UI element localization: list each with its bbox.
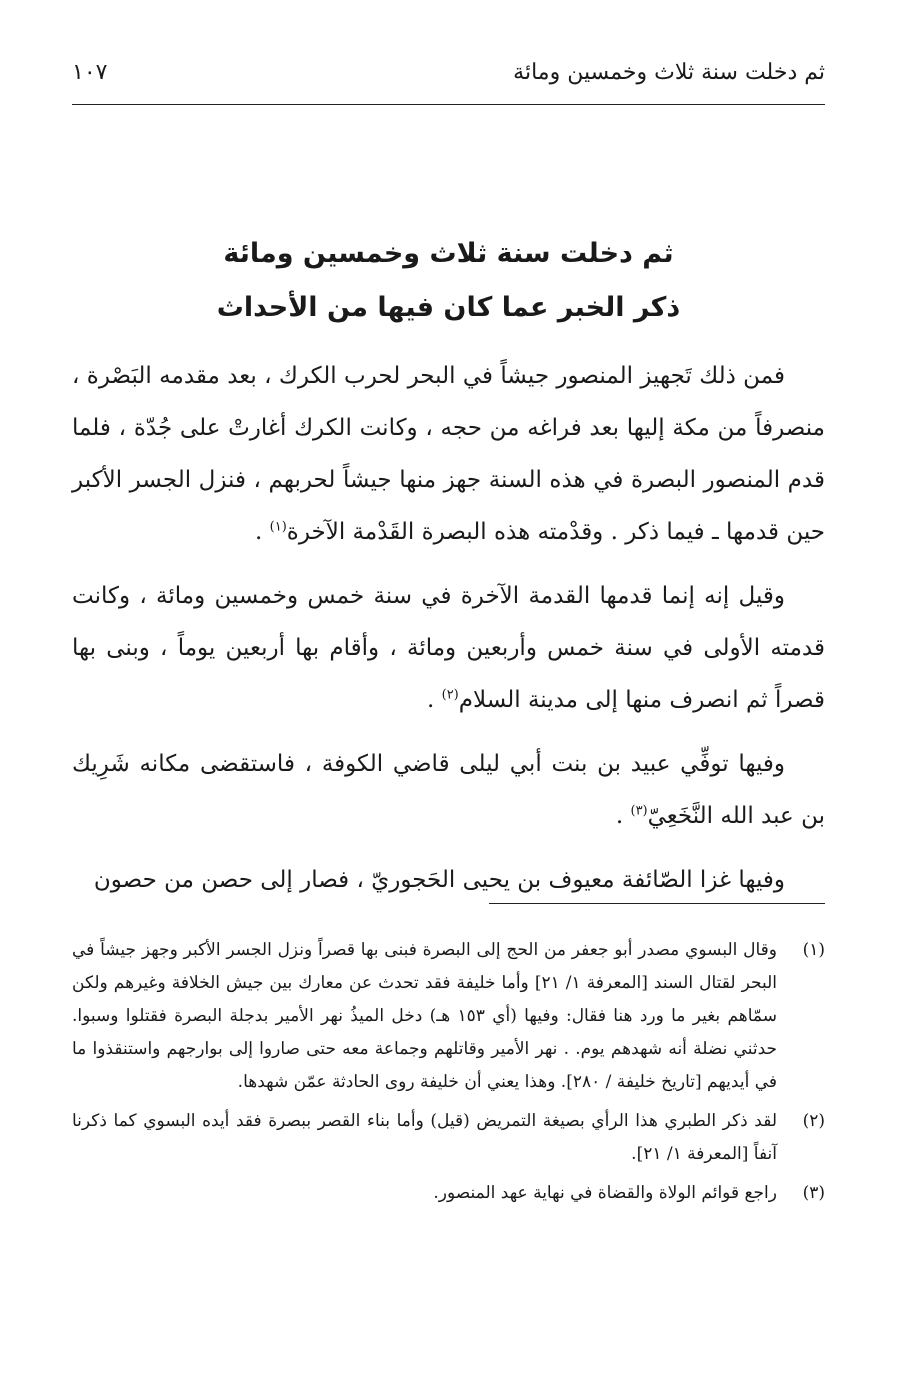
footnote-text: وقال البسوي مصدر أبو جعفر من الحج إلى البصرة فبنى بها قصراً ونزل الجسر الأكبر وجهز جيشاً في البحر لقتال السند [المعرفة ١/ ٢١] وأما خليفة فقد تحدث عن معارك بين جيش الخلافة وغيرهم ولكن سمّاهم بغير ما ورد هنا فقال: وفيها (أي ١٥٣ هـ) دخل الميذُ نهر الأمير بدجلة البصرة فقتلوا وسبوا. حدثني نضلة أنه شهدهم يوم. . نهر الأمير وقاتلهم وجماعة معه حتى صاروا إلى بوارجهم واستنقذوا ما في أيديهم [تاريخ خليفة / ٢٨٠]. وهذا يعني أن خليفة روى الحادثة عمّن شهدها. xyxy=(72,940,777,1092)
paragraph: فمن ذلك تَجهيز المنصور جيشاً في البحر لحرب الكرك ، بعد مقدمه البَصْرة ، منصرفاً من مكة إليها بعد فراغه من حجه ، وكانت الكرك أغارتْ على جُدّة ، فلما قدم المنصور البصرة في هذه السنة جهز منها جيشاً لحربهم ، فنزل الجسر الأكبر حين قدمها ـ فيما ذكر . وقدْمته هذه البصرة القَدْمة الآخرة$^{(١)}$ . xyxy=(72,363,825,545)
footnote xyxy=(72,934,825,1099)
main-text xyxy=(72,350,825,906)
footnote-number: (٢) xyxy=(802,1111,825,1131)
footnote-number: (١) xyxy=(802,940,825,960)
footnotes xyxy=(72,934,825,1216)
footnote-text: راجع قوائم الولاة والقضاة في نهاية عهد المنصور. xyxy=(433,1183,777,1203)
chapter-title: ثم دخلت سنة ثلاث وخمسين ومائة xyxy=(223,238,674,269)
running-header-title: ثم دخلت سنة ثلاث وخمسين ومائة xyxy=(513,60,825,85)
paragraph: وفيها توفِّي عبيد بن بنت أبي ليلى قاضي الكوفة ، فاستقضى مكانه شَرِيك بن عبد الله النَّخَعِيّ$^{(٣)}$ . xyxy=(72,751,825,829)
footnote-divider xyxy=(489,903,825,904)
footnote xyxy=(72,1177,825,1210)
chapter-subtitle: ذكر الخبر عما كان فيها من الأحداث xyxy=(216,292,681,323)
paragraph: وقيل إنه إنما قدمها القدمة الآخرة في سنة خمس وخمسين ومائة ، وكانت قدمته الأولى في سنة خمس وأربعين ومائة ، وأقام بها أربعين يوماً ، وبنى بها قصراً ثم انصرف منها إلى مدينة السلام$^{(٢)}$ . xyxy=(72,583,825,713)
paragraph: وفيها غزا الصّائفة معيوف بن يحيى الحَجوريّ ، فصار إلى حصن من حصون xyxy=(93,867,785,893)
page-number: ١٠٧ xyxy=(72,60,108,85)
footnote-text: لقد ذكر الطبري هذا الرأي بصيغة التمريض (قيل) وأما بناء القصر ببصرة فقد أيده البسوي كما ذكرنا آنفاً [المعرفة ١/ ٢١]. xyxy=(72,1111,777,1164)
footnote-number: (٣) xyxy=(802,1183,825,1203)
footnote-ref[interactable]: (١) xyxy=(269,519,287,535)
header-divider xyxy=(72,104,825,105)
footnote-ref[interactable]: (٣) xyxy=(630,803,648,819)
footnote-ref[interactable]: (٢) xyxy=(441,687,459,703)
footnote xyxy=(72,1105,825,1171)
